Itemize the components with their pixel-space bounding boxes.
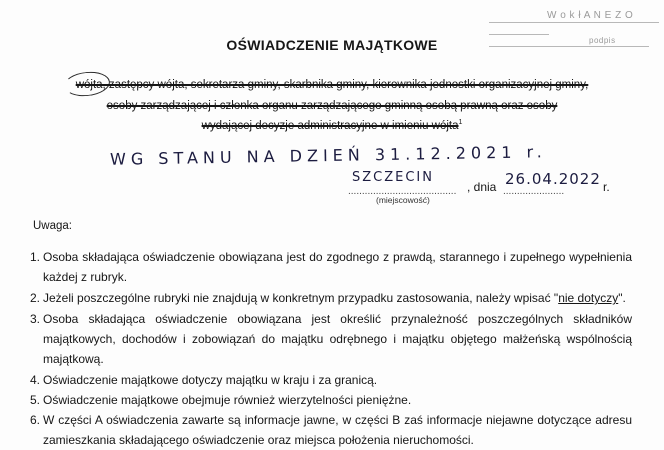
- note-number: 2.: [30, 291, 41, 305]
- place-label: (miejscowość): [376, 195, 430, 205]
- note-text: Oświadczenie majątkowe obejmuje również wierzytelności pieniężne.: [43, 393, 412, 407]
- note-item: [30, 370, 632, 390]
- stamp-top-text: W o k ł A N E Z O: [547, 10, 634, 21]
- note-text: Osoba składająca oświadczenie obowiązana jest do zgodnego z prawdą, starannego i zupełnego wypełnienia każdej z rubryk.: [43, 250, 632, 284]
- note-number: 3.: [30, 312, 41, 326]
- note-item: [30, 247, 632, 287]
- handwritten-date: 26.04.2022: [505, 170, 601, 188]
- place-dotted-line: .......................................: [348, 186, 457, 197]
- date-suffix: r.: [603, 180, 610, 194]
- note-item: [30, 288, 632, 308]
- note-text: W części A oświadczenia zawarte są informacje jawne, w części B zaś informacje niejawne dotyczące adresu zamieszkania składającego oświadczenie oraz miejsca położenia nieruchomości.: [43, 413, 632, 447]
- note-text: [30, 288, 632, 308]
- note-item: [30, 309, 632, 369]
- note-item: [30, 390, 632, 410]
- stamp-divider: [489, 34, 549, 35]
- roles-line-3-text: wydającej decyzje administracyjne w imieniu wójta: [201, 119, 459, 132]
- note-text-part: ".: [618, 291, 626, 305]
- note-number: 4.: [30, 373, 41, 387]
- note-text-part: Jeżeli poszczególne rubryki nie znajdują w konkretnym przypadku zastosowania, należy wpisać ": [43, 291, 559, 305]
- note-text: Osoba składająca oświadczenie obowiązana jest określić przynależność poszczególnych składników majątkowych, dochodów i zobowiązań do majątku odrębnego i majątku objętego małżeńską wspólnością majątkową.: [43, 312, 632, 366]
- note-text-underlined: nie dotyczy: [558, 291, 619, 305]
- roles-line-2-text: osoby zarządzającej i członka organu zarządzającego gminną osobą prawną oraz osoby: [106, 100, 558, 112]
- note-text: Oświadczenie majątkowe dotyczy majątku w kraju i za granicą.: [43, 373, 378, 387]
- note-number: 5.: [30, 393, 41, 407]
- note-number: 1.: [30, 250, 41, 264]
- roles-line-2: [0, 100, 664, 112]
- date-dotted-line: ......................: [503, 186, 565, 197]
- date-prefix: , dnia: [467, 180, 497, 194]
- document-title: OŚWIADCZENIE MAJĄTKOWE: [226, 37, 438, 53]
- note-item: [30, 410, 632, 450]
- roles-line-1-text: wójta, zastępcy wójta, sekretarza gminy, skarbnika gminy, kierownika jednostki organizacyjnej gminy,: [75, 79, 589, 91]
- note-number: 6.: [30, 413, 41, 427]
- handwritten-place: SZCZECIN: [352, 170, 434, 185]
- roles-line-3: [0, 119, 664, 132]
- stamp-signature-label: podpis: [589, 36, 616, 45]
- footnote-ref: 1: [458, 119, 463, 126]
- notes-heading: Uwaga:: [33, 220, 72, 232]
- handwritten-as-of-date: WG STANU NA DZIEŃ 31.12.2021 r.: [109, 142, 547, 169]
- roles-line-1: [0, 79, 664, 91]
- stamp-divider: [489, 22, 659, 23]
